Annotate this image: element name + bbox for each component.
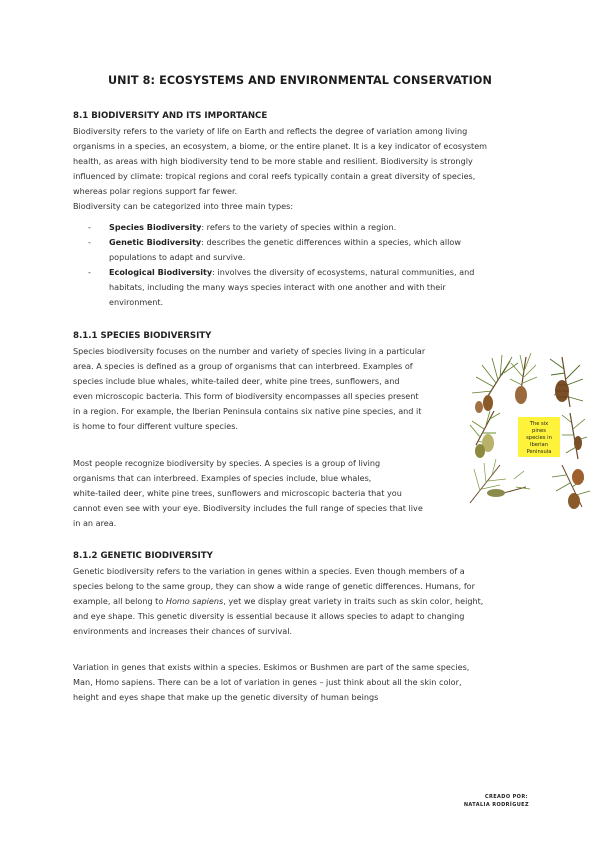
- text-line: Species biodiversity focuses on the number and variety of species living in a particular: [73, 346, 426, 356]
- text-line: Variation in genes that exists within a species. Eskimos or Bushmen are part of the same species,: [73, 662, 470, 672]
- pines-label-box: [518, 417, 560, 457]
- text-line: [73, 594, 483, 609]
- term-description: : describes the genetic differences within a species, which allow: [201, 237, 461, 247]
- label-line: species in: [526, 435, 552, 441]
- text-line: environments and increases their chances of survival.: [73, 626, 293, 637]
- heading-species-biodiversity: 8.1.1 SPECIES BIODIVERSITY: [73, 331, 212, 341]
- pine-branch-3: [550, 357, 583, 407]
- text-line: organisms in a species, an ecosystem, a biome, or the entire planet. It is a key indicator of ecosystem: [73, 141, 488, 152]
- text-line: in a region. For example, the Iberian Peninsula contains six native pine species, and it: [73, 406, 422, 417]
- text-line: area. A species is defined as a group of organisms that can interbreed. Examples of: [73, 361, 413, 372]
- text-line: whereas polar regions support far fewer.: [73, 186, 238, 197]
- text-line: Most people recognize biodiversity by species. A species is a group of living: [73, 458, 381, 468]
- label-line: Peninsula: [526, 449, 552, 455]
- label-line: pines: [532, 428, 546, 434]
- term-label: Species Biodiversity: [109, 222, 202, 232]
- term-description: : involves the diversity of ecosystems, natural communities, and: [212, 267, 475, 277]
- text-fragment: , yet we display great variety in traits such as skin color, height,: [223, 596, 484, 607]
- term-description: environment.: [109, 297, 164, 307]
- paragraph-species-1: [73, 344, 425, 435]
- italic-term: Homo sapiens: [165, 596, 224, 607]
- text-line: influenced by climate: tropical regions and coral reefs typically contain a great diversity of species,: [73, 171, 476, 182]
- text-line: species include blue whales, white-tailed deer, white pine trees, sunflowers, and: [73, 376, 400, 387]
- text-line: and eye shape. This genetic diversity is essential because it allows species to adapt to changing: [73, 611, 465, 622]
- paragraph-biodiversity-intro: [73, 124, 487, 215]
- page-title: UNIT 8: ECOSYSTEMS AND ENVIRONMENTAL CONSERVATION: [108, 74, 492, 87]
- paragraph-genetic-1: [73, 564, 483, 639]
- term-description: : refers to the variety of species within a region.: [201, 222, 397, 232]
- bullet-dash: -: [88, 267, 91, 277]
- paragraph-genetic-2: [73, 660, 469, 705]
- text-fragment: example, all belong to: [73, 596, 166, 607]
- bullet-dash: -: [88, 237, 91, 247]
- text-line: white-tailed deer, white pine trees, sunflowers and microscopic bacteria that you: [73, 488, 402, 499]
- pine-branch-6: [470, 459, 530, 503]
- pine-branch-4: [470, 411, 500, 458]
- label-line: Iberian: [529, 442, 549, 448]
- term-description: habitats, including the many ways species interact with one another and with their: [109, 282, 446, 292]
- footer-author: NATALIA RODRÍGUEZ: [463, 802, 529, 808]
- text-line: height and eyes shape that make up the genetic diversity of human beings: [73, 692, 379, 703]
- term-label: Genetic Biodiversity: [109, 237, 202, 247]
- term-description: populations to adapt and survive.: [109, 252, 246, 262]
- text-line: is home to four different vulture species.: [73, 421, 239, 432]
- text-line: health, as areas with high biodiversity tend to be more stable and resilient. Biodiversity is strongly: [73, 156, 473, 167]
- text-line: Man, Homo sapiens. There can be a lot of variation in genes – just think about all the skin color,: [73, 677, 462, 688]
- footer-created-by: CREADO POR:: [484, 794, 528, 800]
- heading-biodiversity: 8.1 BIODIVERSITY AND ITS IMPORTANCE: [73, 111, 268, 121]
- heading-genetic-biodiversity: 8.1.2 GENETIC BIODIVERSITY: [73, 551, 213, 561]
- text-line: cannot even see with your eye. Biodiversity includes the full range of species that live: [73, 503, 423, 514]
- text-line: Biodiversity refers to the variety of life on Earth and reflects the degree of variation among living: [73, 126, 468, 136]
- pine-branch-5: [562, 413, 587, 459]
- term-label: Ecological Biodiversity: [109, 267, 213, 277]
- text-line: species belong to the same group, they can show a wide range of genetic differences. Humans, for: [73, 581, 475, 592]
- types-intro: Biodiversity can be categorized into three main types:: [73, 201, 294, 212]
- pine-branch-7: [552, 465, 590, 509]
- text-line: even microscopic bacteria. This form of biodiversity encompasses all species present: [73, 391, 419, 402]
- text-line: organisms that can interbreed. Examples of species include, blue whales,: [73, 473, 372, 484]
- iberian-pines-illustration: [466, 347, 594, 515]
- pine-branch-2: [510, 353, 537, 404]
- label-line: The six: [529, 421, 549, 427]
- text-line: in an area.: [73, 518, 117, 529]
- paragraph-species-2: [73, 456, 423, 531]
- text-line: Genetic biodiversity refers to the variation in genes within a species. Even though members of a: [73, 566, 465, 576]
- bullet-dash: -: [88, 222, 91, 232]
